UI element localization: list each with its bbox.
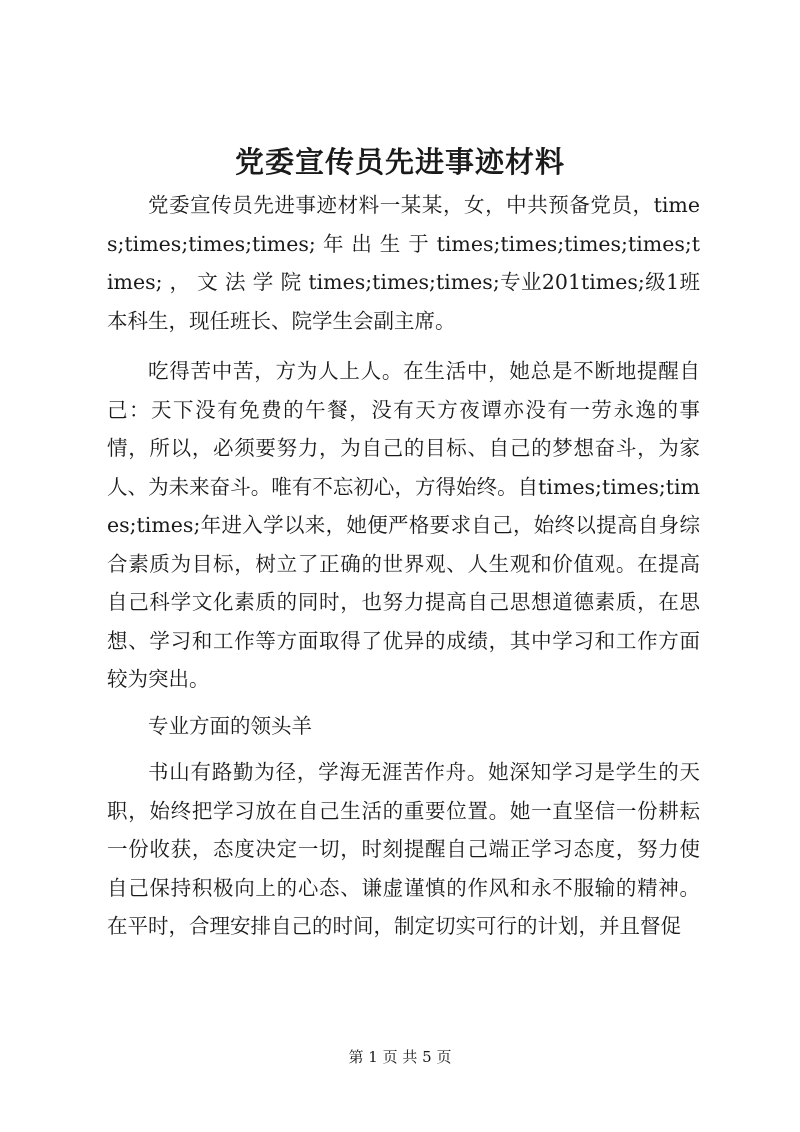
page-footer: 第 1 页 共 5 页 bbox=[348, 1048, 452, 1066]
paragraph-life: 吃得苦中苦，方为人上人。在生活中，她总是不断地提醒自己：天下没有免费的午餐，没有天方夜谭亦没有一劳永逸的事情，所以，必须要努力，为自己的目标、自己的梦想奋斗，为家人、为未来奋斗。唯有不忘初心，方得始终。自times;times;times;times;年进入学以来，她便严格要求自己，始终以提高自身综合素质为目标，树立了正确的世界观、人生观和价值观。在提高自己科学文化素质的同时，也努力提高自己思想道德素质，在思想、学习和工作等方面取得了优异的成绩，其中学习和工作方面较为突出。 bbox=[107, 359, 700, 691]
paragraph-intro: 党委宣传员先进事迹材料一某某，女，中共预备党员，times;times;times;times; 年 出 生 于 times;times;times;times;times; ， 文 法 学 院 times;times;times;专业201times;级1班本科生，现任班长、院学生会副主席。 bbox=[107, 193, 700, 333]
section-heading: 专业方面的领头羊 bbox=[148, 713, 312, 738]
document-body bbox=[107, 186, 700, 946]
document-title: 党委宣传员先进事迹材料 bbox=[234, 145, 565, 179]
paragraph-study: 书山有路勤为径，学海无涯苦作舟。她深知学习是学生的天职，始终把学习放在自己生活的重要位置。她一直坚信一份耕耘一份收获，态度决定一切，时刻提醒自己端正学习态度，努力使自己保持积极向上的心态、谦虚谨慎的作风和永不服输的精神。在平时，合理安排自己的时间，制定切实可行的计划，并且督促 bbox=[107, 760, 700, 938]
